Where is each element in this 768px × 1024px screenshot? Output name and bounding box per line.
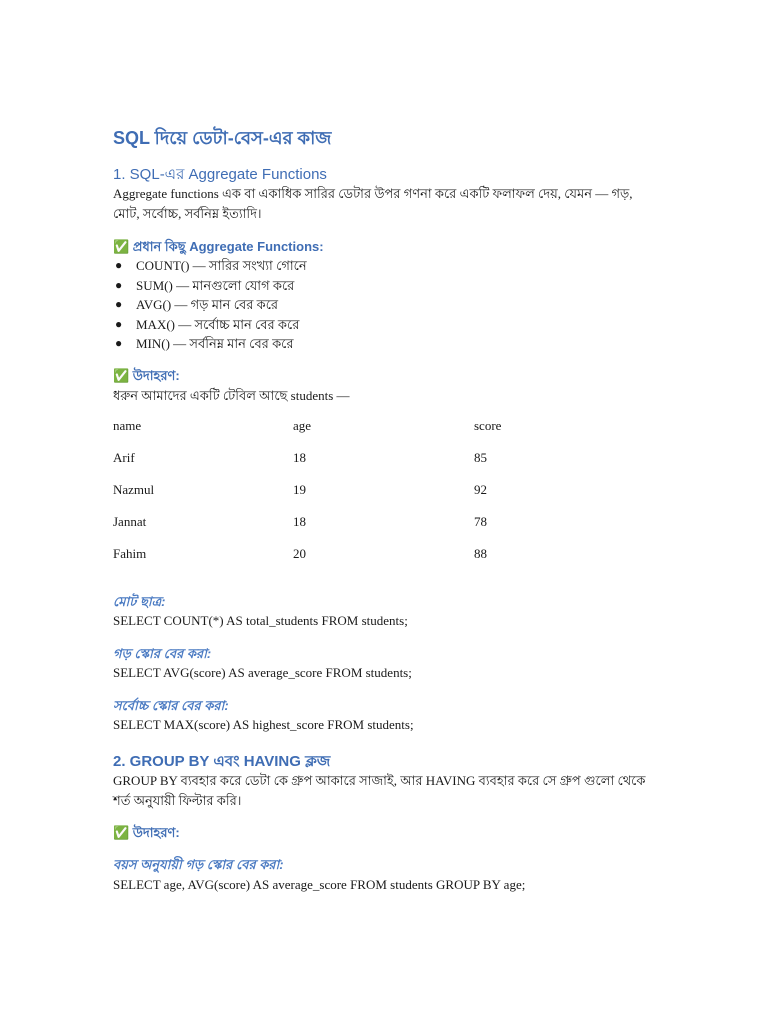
list-item	[113, 276, 307, 296]
table-cell: 78	[474, 514, 487, 529]
table-cell: 85	[474, 450, 487, 465]
section1-intro: Aggregate functions এক বা একাধিক সারির ডেটার উপর গণনা করে একটি ফলাফল দেয়, যেমন — গড়, মোট, সর্বোচ্চ, সর্বনিম্ন ইত্যাদি।	[113, 186, 633, 221]
list-item	[113, 334, 307, 354]
students-table	[113, 418, 653, 578]
table-cell: Fahim	[113, 546, 147, 561]
table-cell: 18	[293, 450, 306, 465]
list-item-text: COUNT() — সারির সংখ্যা গোনে	[136, 258, 307, 273]
table-cell: Jannat	[113, 514, 147, 529]
table-row	[113, 546, 653, 578]
bullet-icon: ●	[115, 297, 123, 311]
column-header-score: score	[474, 418, 502, 433]
section1-heading: 1. SQL-এর Aggregate Functions	[113, 166, 327, 183]
table-cell: 18	[293, 514, 306, 529]
table-cell: 88	[474, 546, 487, 561]
query-label-groupby: বয়স অনুযায়ী গড় স্কোর বের করা:	[113, 857, 284, 872]
table-row	[113, 514, 653, 546]
list-item	[113, 256, 307, 276]
column-header-name: name	[113, 418, 142, 433]
table-row	[113, 450, 653, 482]
list-item-text: MIN() — সর্বনিম্ন মান বের করে	[136, 336, 294, 351]
query-label-avg: গড় স্কোর বের করা:	[113, 646, 212, 661]
query-sql-avg: SELECT AVG(score) AS average_score FROM students;	[113, 665, 412, 680]
table-cell: 20	[293, 546, 306, 561]
example-intro: ধরুন আমাদের একটি টেবিল আছে students —	[113, 388, 350, 403]
table-cell: 19	[293, 482, 306, 497]
list-item-text: SUM() — মানগুলো যোগ করে	[136, 277, 295, 293]
list-item	[113, 315, 307, 335]
functions-list-heading: ✅ প্রধান কিছু Aggregate Functions:	[113, 239, 324, 254]
example-heading: ✅ উদাহরণ:	[113, 368, 180, 383]
table-row	[113, 482, 653, 514]
list-item-text: MAX() — সর্বোচ্চ মান বের করে	[136, 316, 300, 332]
bullet-icon: ●	[115, 336, 123, 350]
table-cell: Nazmul	[113, 482, 155, 497]
query-sql-max: SELECT MAX(score) AS highest_score FROM students;	[113, 717, 414, 732]
list-item-text: AVG() — গড় মান বের করে	[136, 297, 279, 312]
bullet-icon: ●	[115, 258, 123, 272]
table-cell: Arif	[113, 450, 135, 465]
section2-heading: 2. GROUP BY এবং HAVING ক্লজ	[113, 753, 331, 770]
list-item	[113, 295, 307, 315]
query-sql-groupby: SELECT age, AVG(score) AS average_score FROM students GROUP BY age;	[113, 877, 526, 892]
section2-intro: GROUP BY ব্যবহার করে ডেটা কে গ্রুপ আকারে সাজাই, আর HAVING ব্যবহার করে সে গ্রুপ গুলো থেকে শর্ত অনুযায়ী ফিল্টার করি।	[113, 773, 646, 808]
functions-list	[113, 256, 307, 354]
bullet-icon: ●	[115, 316, 123, 331]
table-cell: 92	[474, 482, 487, 497]
query-label-max: সর্বোচ্চ স্কোর বের করা:	[113, 698, 229, 713]
section2-example-heading: ✅ উদাহরণ:	[113, 825, 180, 840]
bullet-icon: ●	[115, 277, 123, 292]
query-label-count: মোট ছাত্র:	[113, 594, 166, 609]
column-header-age: age	[293, 418, 312, 433]
query-sql-count: SELECT COUNT(*) AS total_students FROM students;	[113, 613, 408, 628]
page-title: SQL দিয়ে ডেটা-বেস-এর কাজ	[113, 128, 332, 148]
table-header-row	[113, 418, 653, 450]
